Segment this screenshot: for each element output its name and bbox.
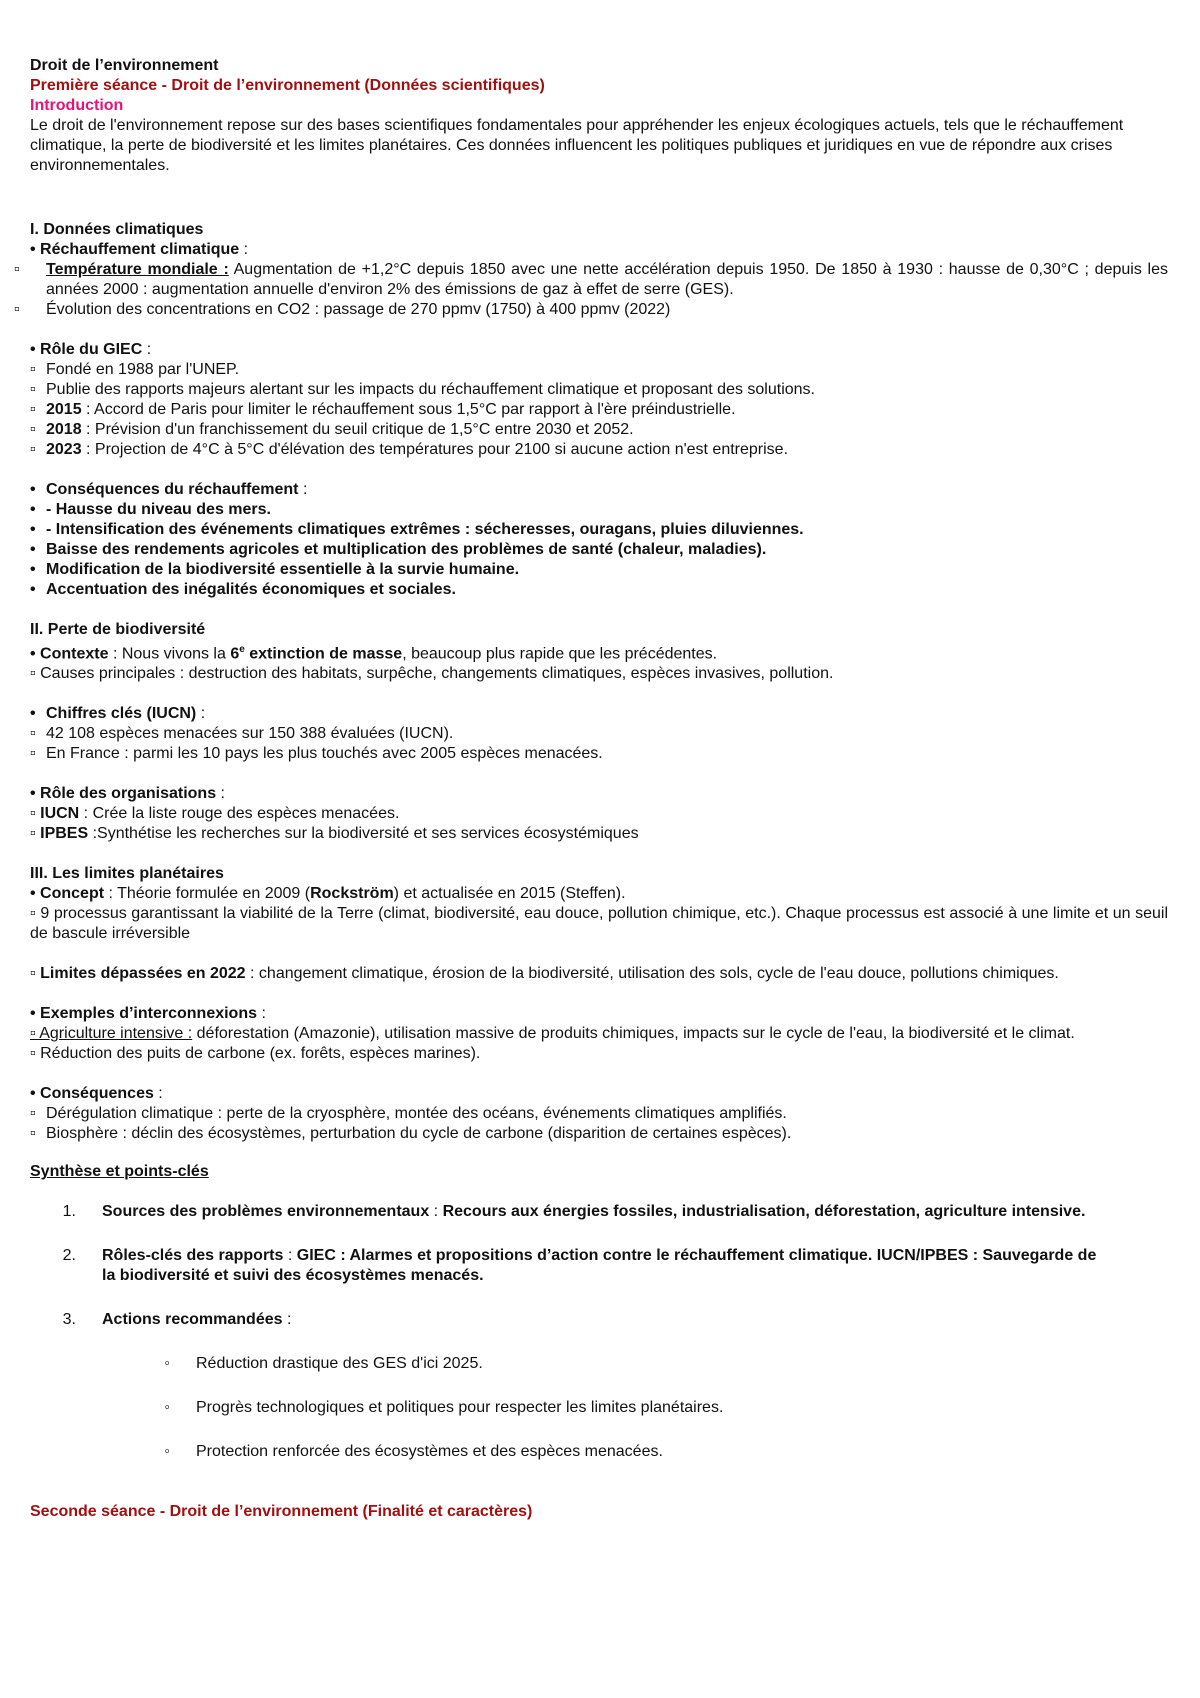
- list-item: ▫ Biosphère : déclin des écosystèmes, perturbation du cycle de carbone (disparition de certaines espèces).: [30, 1125, 792, 1143]
- chiffres-heading: • Chiffres clés (IUCN) :: [30, 705, 206, 723]
- consequences-list: [30, 500, 1168, 600]
- roles-heading: • Rôle des organisations :: [30, 785, 225, 803]
- list-item: ▫ Fondé en 1988 par l'UNEP.: [30, 361, 240, 378]
- bullet-icon: ▫: [30, 401, 36, 418]
- list-item: ▫ 2023 : Projection de 4°C à 5°C d'élévation des températures pour 2100 si aucune action n'est entreprise.: [30, 441, 789, 458]
- bullet-icon: ▫: [30, 1105, 36, 1123]
- bullet-icon: ▫: [30, 825, 36, 843]
- giec-list: [30, 360, 1168, 460]
- bullet-icon: •: [30, 481, 36, 498]
- contexte-item: • Contexte : Nous vivons la 6e extinction de masse, beaucoup plus rapide que les précédentes.: [30, 644, 718, 663]
- item-text: Sources des problèmes environnementaux : Recours aux énergies fossiles, industrialisation, déforestation, agriculture intensive.: [102, 1203, 1086, 1221]
- processus-item: ▫ 9 processus garantissant la viabilité de la Terre (climat, biodiversité, eau douce, pollution chimique, etc.). Chaque processus est associé à une limite et un seuil de bascule irréversible: [30, 905, 1168, 943]
- section-2-heading: II. Perte de biodiversité: [30, 621, 206, 638]
- list-item: ▫ Publie des rapports majeurs alertant sur les impacts du réchauffement climatique et proposant des solutions.: [30, 381, 815, 398]
- bullet-icon: ▫: [30, 1125, 36, 1143]
- bullet-icon: ▫: [30, 381, 36, 398]
- item-text: Actions recommandées :: [102, 1311, 292, 1329]
- co2-item: ▫ Évolution des concentrations en CO2 : passage de 270 ppmv (1750) à 400 ppmv (2022): [14, 301, 671, 318]
- item-number: 1.: [62, 1203, 76, 1221]
- giec-heading: • Rôle du GIEC :: [30, 341, 152, 358]
- list-item: • Baisse des rendements agricoles et multiplication des problèmes de santé (chaleur, maladies).: [30, 541, 767, 558]
- consequences-2-heading: • Conséquences :: [30, 1085, 163, 1103]
- list-item: ▫ IPBES :Synthétise les recherches sur la biodiversité et ses services écosystémiques: [30, 825, 639, 843]
- synthese-item-1: [30, 1202, 1168, 1222]
- section-1-heading: I. Données climatiques: [30, 221, 204, 238]
- list-item: • - Hausse du niveau des mers.: [30, 501, 271, 518]
- list-item: • - Intensification des événements climatiques extrêmes : sécheresses, ouragans, pluies diluviennes.: [30, 521, 804, 538]
- intro-heading: Introduction: [30, 97, 124, 114]
- list-item: ▫ Dérégulation climatique : perte de la cryosphère, montée des océans, événements climatiques amplifiés.: [30, 1105, 787, 1123]
- intro-paragraph: Le droit de l'environnement repose sur des bases scientifiques fondamentales pour appréhender les enjeux écologiques actuels, tels que le réchauffement climatique, la perte de biodiversité et les limites planétaires. Ces données influencent les politiques publiques et juridiques en vue de répondre aux crises environnementales.: [30, 117, 1124, 174]
- session-two-title: Seconde séance - Droit de l’environnement (Finalité et caractères): [30, 1503, 533, 1521]
- exemples-heading: • Exemples d’interconnexions :: [30, 1005, 266, 1023]
- rechauffement-heading: • Réchauffement climatique :: [30, 241, 249, 258]
- synthese-title: Synthèse et points-clés: [30, 1163, 209, 1181]
- circle-bullet-icon: ◦: [164, 1443, 170, 1461]
- item-number: 3.: [62, 1311, 76, 1329]
- bullet-icon: ▫: [14, 261, 20, 278]
- document-title: Droit de l’environnement: [30, 57, 219, 74]
- section-3-heading: III. Les limites planétaires: [30, 865, 224, 883]
- bullet-icon: •: [30, 581, 36, 598]
- synthese-item-3: [30, 1310, 1168, 1330]
- bullet-icon: ▫: [30, 745, 36, 763]
- bullet-icon: •: [30, 705, 36, 723]
- concept-item: • Concept : Théorie formulée en 2009 (Rockström) et actualisée en 2015 (Steffen).: [30, 885, 626, 903]
- bullet-icon: ▫: [30, 725, 36, 743]
- causes-item: ▫ Causes principales : destruction des habitats, surpêche, changements climatiques, espèces invasives, pollution.: [30, 665, 834, 683]
- action-item: ◦ Protection renforcée des écosystèmes et des espèces menacées.: [30, 1442, 1168, 1462]
- agriculture-item: ▫ Agriculture intensive : déforestation (Amazonie), utilisation massive de produits chimiques, impacts sur le cycle de l'eau, la biodiversité et le climat.: [30, 1025, 1075, 1043]
- item-text: Rôles-clés des rapports : GIEC : Alarmes et propositions d’action contre le réchauffement climatique. IUCN/IPBES : Sauvegarde de la biodiversité et suivi des écosystèmes menacés.: [102, 1247, 1097, 1285]
- list-item: ▫ 2015 : Accord de Paris pour limiter le réchauffement sous 1,5°C par rapport à l'ère préindustrielle.: [30, 401, 736, 418]
- temperature-item: ▫ Température mondiale : Augmentation de +1,2°C depuis 1850 avec une nette accélération depuis 1950. De 1850 à 1930 : hausse de 0,30°C ; depuis les années 2000 : augmentation annuelle d'environ 2% des émissions de gaz à effet de serre (GES).: [14, 261, 1169, 298]
- bullet-icon: ▫: [30, 421, 36, 438]
- bullet-icon: ▫: [30, 805, 36, 823]
- puits-item: ▫ Réduction des puits de carbone (ex. forêts, espèces marines).: [30, 1045, 481, 1063]
- list-item: • Accentuation des inégalités économiques et sociales.: [30, 581, 456, 598]
- circle-bullet-icon: ◦: [164, 1355, 170, 1373]
- circle-bullet-icon: ◦: [164, 1399, 170, 1417]
- bullet-icon: ▫: [14, 301, 20, 318]
- session-one-title: Première séance - Droit de l’environnement (Données scientifiques): [30, 77, 545, 94]
- list-item: • Modification de la biodiversité essentielle à la survie humaine.: [30, 561, 520, 578]
- list-item: ▫ 42 108 espèces menacées sur 150 388 évaluées (IUCN).: [30, 725, 454, 743]
- action-item: ◦ Réduction drastique des GES d'ici 2025.: [30, 1354, 1168, 1374]
- limites-item: ▫ Limites dépassées en 2022 : changement climatique, érosion de la biodiversité, utilisation des sols, cycle de l'eau douce, pollutions chimiques.: [30, 965, 1059, 983]
- list-item: ▫ IUCN : Crée la liste rouge des espèces menacées.: [30, 805, 400, 823]
- bullet-icon: ▫: [30, 441, 36, 458]
- bullet-icon: •: [30, 521, 36, 538]
- synthese-item-2: [30, 1246, 1168, 1286]
- consequences-heading: • Conséquences du réchauffement :: [30, 481, 308, 498]
- list-item: ▫ 2018 : Prévision d'un franchissement du seuil critique de 1,5°C entre 2030 et 2052.: [30, 421, 634, 438]
- bullet-icon: •: [30, 561, 36, 578]
- list-item: ▫ En France : parmi les 10 pays les plus touchés avec 2005 espèces menacées.: [30, 745, 603, 763]
- bullet-icon: •: [30, 541, 36, 558]
- action-item: ◦ Progrès technologiques et politiques pour respecter les limites planétaires.: [30, 1398, 1168, 1418]
- bullet-icon: ▫: [30, 361, 36, 378]
- item-number: 2.: [62, 1247, 76, 1265]
- bullet-icon: •: [30, 501, 36, 518]
